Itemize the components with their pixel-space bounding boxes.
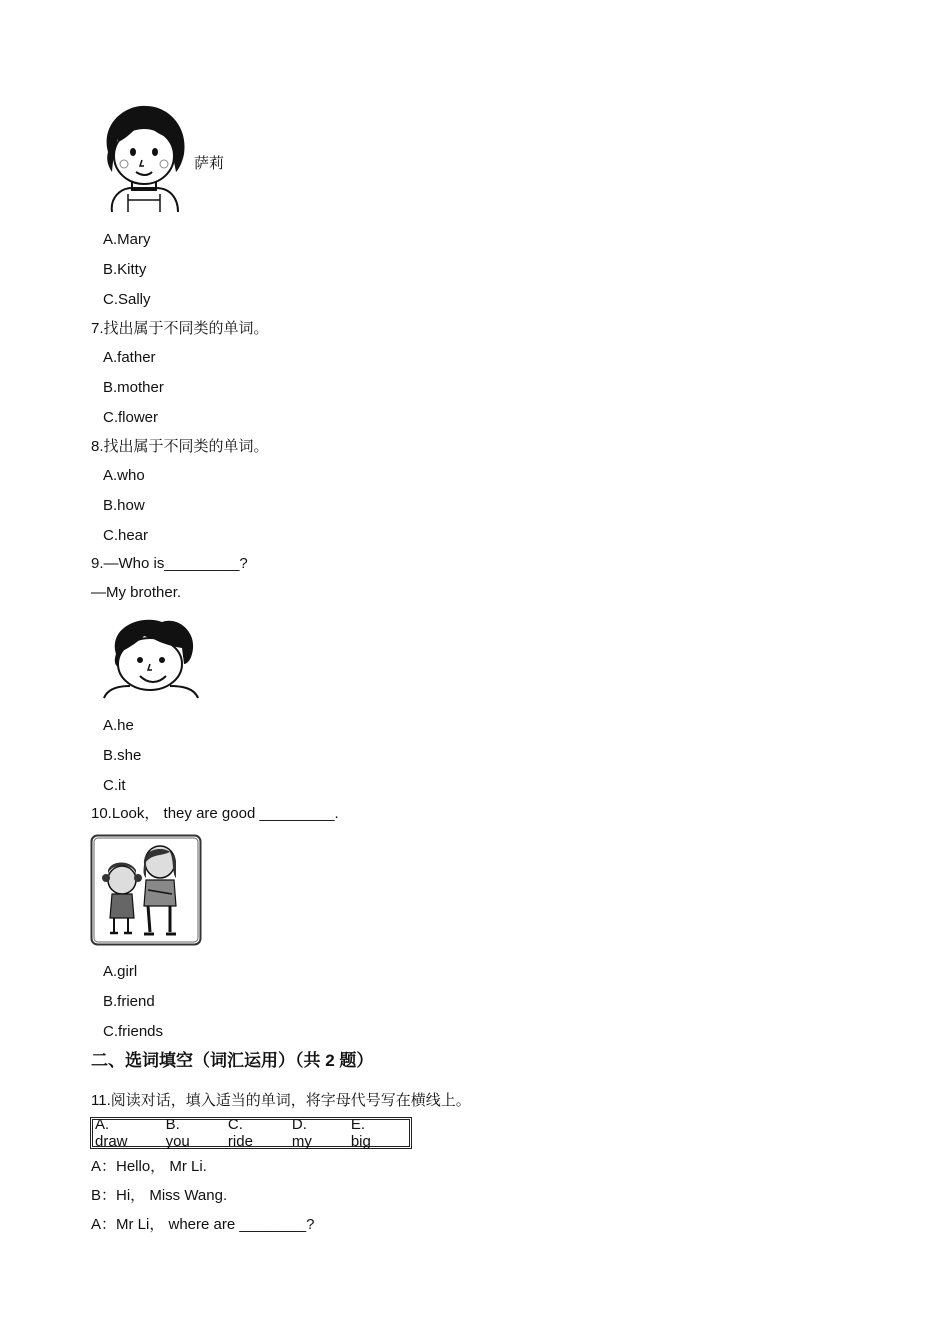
q10-option-a[interactable]: A.girl (103, 963, 138, 980)
q10-option-b[interactable]: B.friend (103, 993, 155, 1010)
q10-prompt: 10.Look， they are good _________. (91, 805, 339, 822)
q10-option-c[interactable]: C.friends (103, 1023, 164, 1040)
q9-option-a[interactable]: A.he (103, 717, 134, 734)
q9-option-b[interactable]: B.she (103, 747, 142, 764)
word-bank-box (90, 1117, 412, 1149)
q8-option-b[interactable]: B.how (103, 497, 145, 514)
image-caption: 萨莉 (194, 155, 225, 172)
word-bank-item: D. my (291, 1116, 312, 1150)
dialogue-line: B：Hi， Miss Wang. (91, 1187, 228, 1204)
boy-brother-illustration (100, 614, 200, 700)
word-bank-item: B. you (165, 1116, 190, 1150)
q8-prompt: 8.找出属于不同类的单词。 (91, 438, 269, 455)
q7-prompt: 7.找出属于不同类的单词。 (91, 320, 269, 337)
q9-prompt: 9.—Who is_________? (91, 555, 248, 572)
dialogue-line: A：Mr Li， where are ________? (91, 1216, 315, 1233)
q8-option-c[interactable]: C.hear (103, 527, 149, 544)
word-bank-item: A. draw (95, 1116, 128, 1150)
q7-option-b[interactable]: B.mother (103, 379, 164, 396)
two-girls-friends-illustration (90, 834, 202, 946)
q6-option-b[interactable]: B.Kitty (103, 261, 147, 278)
section-heading: 二、选词填空（词汇运用）（共 2 题） (91, 1051, 374, 1070)
q7-option-c[interactable]: C.flower (103, 409, 159, 426)
word-bank-item: E. big (350, 1116, 371, 1150)
q8-option-a[interactable]: A.who (103, 467, 145, 484)
q6-option-c[interactable]: C.Sally (103, 291, 151, 308)
q9-answer-line: —My brother. (91, 584, 182, 601)
q11-prompt: 11.阅读对话，填入适当的单词，将字母代号写在横线上。 (91, 1092, 471, 1109)
q7-option-a[interactable]: A.father (103, 349, 156, 366)
q9-option-c[interactable]: C.it (103, 777, 126, 794)
word-bank-item: C. ride (227, 1116, 253, 1150)
girl-sally-illustration (98, 102, 190, 214)
q6-option-a[interactable]: A.Mary (103, 231, 151, 248)
dialogue-line: A：Hello， Mr Li. (91, 1158, 207, 1175)
